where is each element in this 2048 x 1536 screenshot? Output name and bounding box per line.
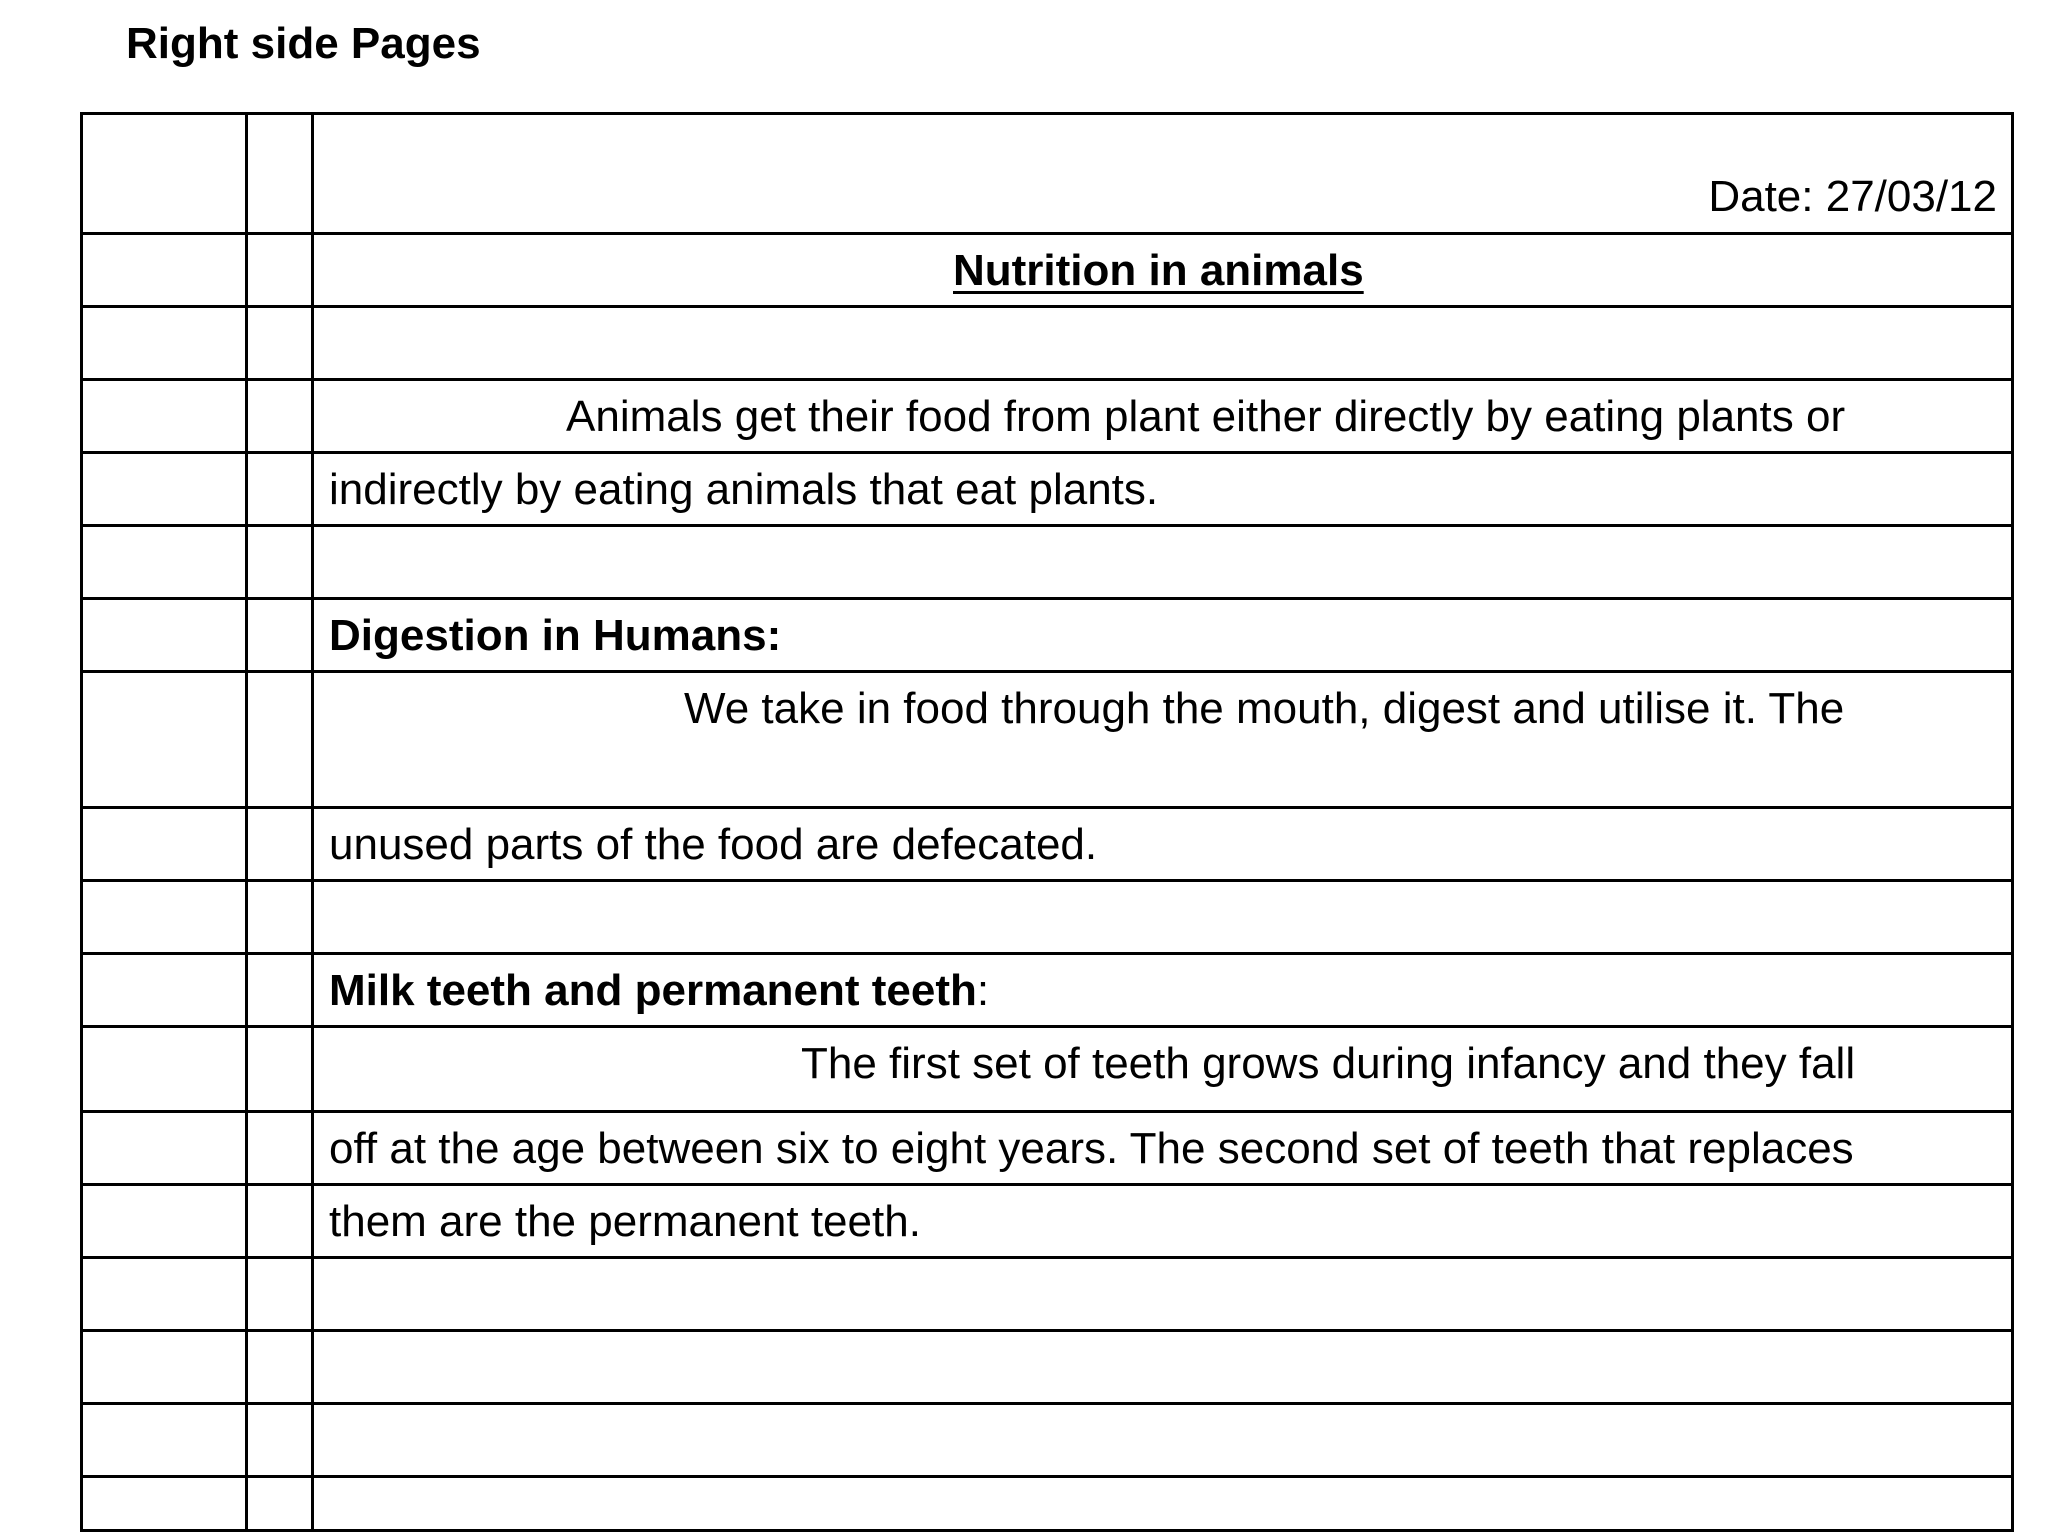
ruled-line — [83, 1025, 2011, 1028]
ruled-line — [83, 232, 2011, 235]
ruled-line — [83, 879, 2011, 882]
margin-line-right — [311, 115, 314, 1529]
ruled-line — [83, 524, 2011, 527]
paragraph-3-line-3: them are the permanent teeth. — [329, 1197, 921, 1246]
ruled-line — [83, 305, 2011, 308]
paragraph-1-line-2: indirectly by eating animals that eat plants. — [329, 465, 1159, 514]
ruled-notebook-page — [80, 112, 2014, 1532]
section-heading-digestion: Digestion in Humans: — [329, 611, 782, 660]
ruled-line — [83, 1475, 2011, 1478]
paragraph-3-line-2: off at the age between six to eight years. The second set of teeth that replaces — [329, 1124, 1854, 1173]
ruled-line — [83, 670, 2011, 673]
ruled-line — [83, 1329, 2011, 1332]
ruled-line — [83, 806, 2011, 809]
page-title: Nutrition in animals — [953, 246, 1364, 295]
paragraph-2-line-2: unused parts of the food are defecated. — [329, 820, 1098, 869]
ruled-line — [83, 1256, 2011, 1259]
section-heading-teeth-colon: : — [976, 966, 990, 1015]
paragraph-3-line-1: The first set of teeth grows during infancy and they fall — [801, 1039, 1856, 1088]
page-heading: Right side Pages — [126, 19, 481, 68]
section-heading-teeth — [329, 963, 989, 1019]
ruled-line — [83, 1402, 2011, 1405]
section-heading-teeth-label: Milk teeth and permanent teeth — [329, 966, 977, 1015]
ruled-line — [83, 451, 2011, 454]
margin-line-left — [245, 115, 248, 1529]
ruled-line — [83, 1110, 2011, 1113]
paragraph-1-line-1: Animals get their food from plant either directly by eating plants or — [566, 392, 1846, 441]
paragraph-2-line-1: We take in food through the mouth, digest and utilise it. The — [684, 684, 1845, 733]
ruled-line — [83, 597, 2011, 600]
ruled-line — [83, 1183, 2011, 1186]
ruled-line — [83, 952, 2011, 955]
date-text: Date: 27/03/12 — [1708, 172, 1997, 221]
ruled-line — [83, 378, 2011, 381]
